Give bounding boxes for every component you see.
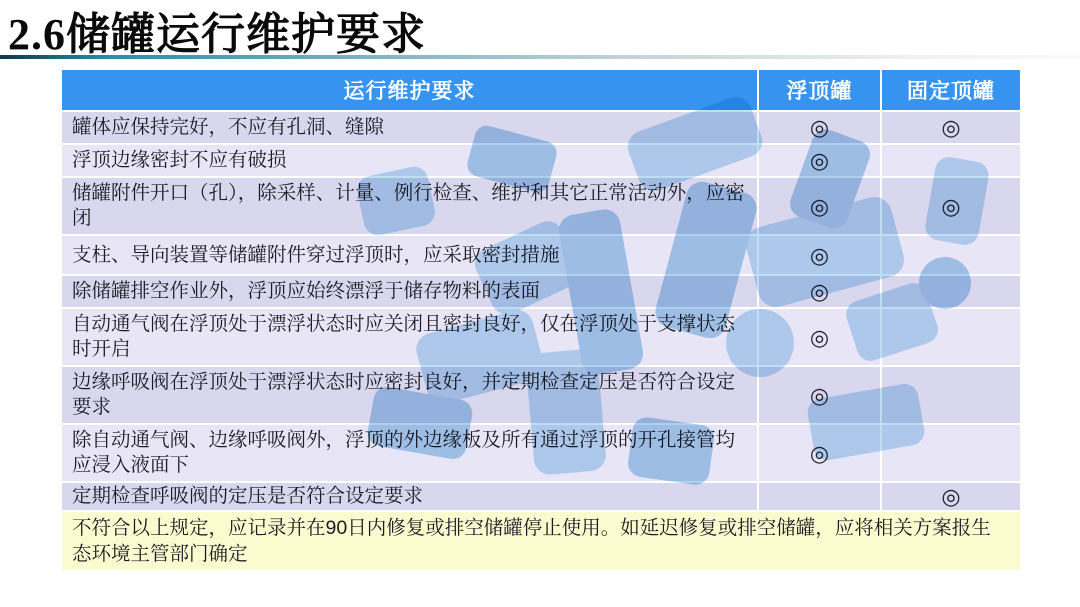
fixed-roof-mark (881, 144, 1021, 177)
floating-roof-mark: ◎ (758, 275, 881, 308)
header-floating-roof-tank: 浮顶罐 (758, 69, 881, 111)
floating-roof-mark (758, 482, 881, 511)
requirement-cell: 浮顶边缘密封不应有破损 (61, 144, 758, 177)
requirement-cell: 边缘呼吸阀在浮顶处于漂浮状态时应密封良好，并定期检查定压是否符合设定要求 (61, 366, 758, 424)
floating-roof-mark: ◎ (758, 235, 881, 275)
floating-roof-mark: ◎ (758, 144, 881, 177)
requirement-cell: 除储罐排空作业外，浮顶应始终漂浮于储存物料的表面 (61, 275, 758, 308)
note-row (61, 511, 1021, 571)
table-row (61, 275, 1021, 308)
requirement-cell: 自动通气阀在浮顶处于漂浮状态时应关闭且密封良好，仅在浮顶处于支撑状态时开启 (61, 308, 758, 366)
fixed-roof-mark: ◎ (881, 111, 1021, 144)
fixed-roof-mark (881, 275, 1021, 308)
table-row (61, 111, 1021, 144)
table-row (61, 424, 1021, 482)
maintenance-table-container (60, 68, 1020, 572)
table-row (61, 177, 1021, 235)
fixed-roof-mark: ◎ (881, 177, 1021, 235)
floating-roof-mark: ◎ (758, 366, 881, 424)
requirement-cell: 定期检查呼吸阀的定压是否符合设定要求 (61, 482, 758, 511)
header-requirement: 运行维护要求 (61, 69, 758, 111)
fixed-roof-mark (881, 424, 1021, 482)
header-fixed-roof-tank: 固定顶罐 (881, 69, 1021, 111)
maintenance-table (60, 68, 1022, 572)
page-title: 2.6储罐运行维护要求 (8, 10, 426, 59)
table-row (61, 482, 1021, 511)
note-cell: 不符合以上规定，应记录并在90日内修复或排空储罐停止使用。如延迟修复或排空储罐，应将相关方案报生态环境主管部门确定 (61, 511, 1021, 571)
table-row (61, 308, 1021, 366)
fixed-roof-mark (881, 366, 1021, 424)
table-row (61, 144, 1021, 177)
requirement-cell: 除自动通气阀、边缘呼吸阀外，浮顶的外边缘板及所有通过浮顶的开孔接管均应浸入液面下 (61, 424, 758, 482)
table-row (61, 366, 1021, 424)
floating-roof-mark: ◎ (758, 177, 881, 235)
table-row (61, 235, 1021, 275)
floating-roof-mark: ◎ (758, 111, 881, 144)
requirement-cell: 支柱、导向装置等储罐附件穿过浮顶时，应采取密封措施 (61, 235, 758, 275)
fixed-roof-mark (881, 235, 1021, 275)
table-header-row (61, 69, 1021, 111)
requirement-cell: 储罐附件开口（孔），除采样、计量、例行检查、维护和其它正常活动外，应密闭 (61, 177, 758, 235)
floating-roof-mark: ◎ (758, 424, 881, 482)
fixed-roof-mark: ◎ (881, 482, 1021, 511)
floating-roof-mark: ◎ (758, 308, 881, 366)
fixed-roof-mark (881, 308, 1021, 366)
requirement-cell: 罐体应保持完好，不应有孔洞、缝隙 (61, 111, 758, 144)
